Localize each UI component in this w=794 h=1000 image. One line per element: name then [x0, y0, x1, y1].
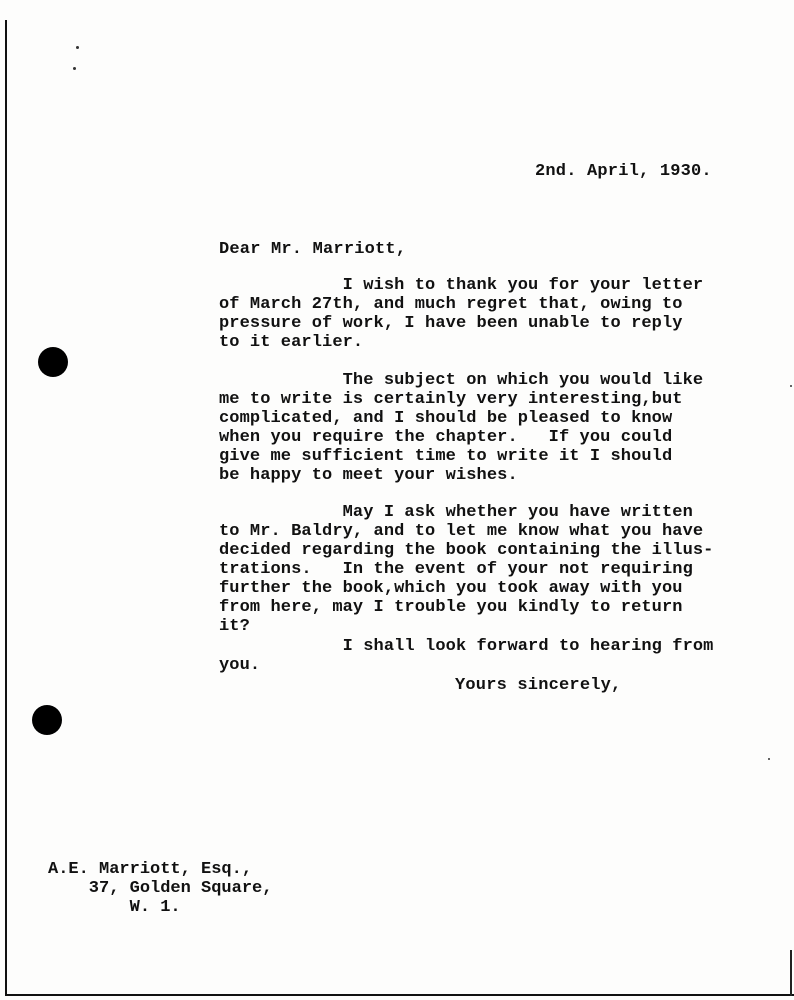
page-right-edge — [790, 950, 792, 996]
punch-hole-top — [38, 347, 68, 377]
letter-salutation: Dear Mr. Marriott, — [219, 240, 407, 259]
letter-line: pressure of work, I have been unable to reply — [219, 314, 683, 333]
letter-line: it? — [219, 617, 250, 636]
paper-speck — [73, 67, 76, 70]
paper-speck — [768, 758, 770, 760]
letter-closing: Yours sincerely, — [455, 676, 622, 695]
letter-line: from here, may I trouble you kindly to return — [219, 598, 683, 617]
letter-paragraph-3 — [219, 503, 713, 636]
paper-speck — [76, 46, 79, 49]
address-line: 37, Golden Square, — [48, 879, 273, 898]
letter-paragraph-4 — [219, 637, 713, 675]
letter-line: to Mr. Baldry, and to let me know what you have — [219, 522, 704, 541]
letter-line: further the book,which you took away with you — [219, 579, 683, 598]
letter-line: you. — [219, 656, 261, 675]
letter-line: to it earlier. — [219, 333, 364, 352]
letter-line: me to write is certainly very interesting,but — [219, 390, 683, 409]
letter-line: I shall look forward to hearing from — [219, 637, 714, 656]
page-bottom-edge — [5, 994, 794, 996]
address-line: W. 1. — [48, 898, 181, 917]
letter-line: give me sufficient time to write it I should — [219, 447, 673, 466]
letter-line: I wish to thank you for your letter — [219, 276, 704, 295]
page-left-edge — [5, 20, 7, 995]
letter-line: when you require the chapter. If you could — [219, 428, 673, 447]
letter-date: 2nd. April, 1930. — [535, 162, 712, 181]
recipient-address — [48, 860, 272, 917]
address-line: A.E. Marriott, Esq., — [48, 860, 253, 879]
letter-line: complicated, and I should be pleased to know — [219, 409, 673, 428]
letter-paragraph-1 — [219, 276, 703, 352]
letter-line: trations. In the event of your not requiring — [219, 560, 693, 579]
letter-line: be happy to meet your wishes. — [219, 466, 518, 485]
letter-line: May I ask whether you have written — [219, 503, 693, 522]
letter-line: The subject on which you would like — [219, 371, 704, 390]
punch-hole-bottom — [32, 705, 62, 735]
letter-paragraph-2 — [219, 371, 703, 485]
letter-line: of March 27th, and much regret that, owing to — [219, 295, 683, 314]
paper-speck — [790, 385, 792, 387]
letter-line: decided regarding the book containing the illus- — [219, 541, 714, 560]
